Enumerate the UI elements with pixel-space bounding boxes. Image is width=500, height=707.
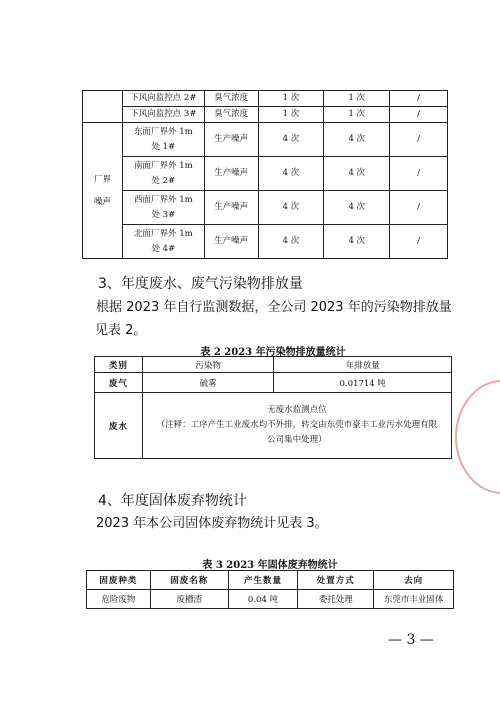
note-line: 公司集中处理） (267, 435, 327, 445)
column-header: 固废种类 (87, 571, 151, 590)
table-3-caption: 表 3 2023 年固体废弃物统计 (202, 560, 338, 571)
monitor-frequency: 4 次 (258, 225, 324, 259)
table-row (83, 107, 448, 123)
table-row (83, 191, 448, 225)
monitor-point: 下风向监控点 3# (122, 107, 204, 123)
company-seal-stamp (455, 380, 500, 494)
paragraph-line: 见表 2。 (95, 323, 147, 338)
column-header: 处置方式 (298, 571, 374, 590)
category-cell: 废水 (95, 393, 143, 459)
note-line: 无废水监测点位 (267, 405, 327, 415)
column-header: 固废名称 (150, 571, 228, 590)
page-number: — 3 — (388, 632, 434, 648)
wastewater-note-cell (142, 393, 451, 459)
column-header: 类别 (95, 357, 143, 373)
monitor-item: 臭气浓度 (204, 107, 258, 123)
table-row (83, 123, 448, 157)
note-line: （注释：工序产生工业废水均不外排，转交由东莞市豪丰工业污水处理有限 (156, 420, 438, 430)
monitor-frequency: 1 次 (258, 91, 324, 107)
table-header-row (87, 571, 454, 590)
monitor-point: 东面厂界外 1m 处 1# (122, 123, 204, 157)
table-row (83, 91, 448, 107)
emission-table (94, 356, 452, 459)
monitor-point: 下风向监控点 2# (122, 91, 204, 107)
monitor-frequency: 4 次 (258, 123, 324, 157)
column-header: 污染物 (142, 357, 274, 373)
monitor-note: / (390, 123, 448, 157)
monitor-item: 生产噪声 (204, 225, 258, 259)
table-2-caption: 表 2 2023 年污染物排放量统计 (200, 347, 346, 358)
monitor-note: / (390, 157, 448, 191)
column-header: 年排放量 (274, 357, 452, 373)
monitor-item: 生产噪声 (204, 123, 258, 157)
monitor-frequency-actual: 4 次 (324, 225, 390, 259)
section-4-paragraph: 2023 年本公司固体废弃物统计见表 3。 (96, 516, 328, 531)
monitor-frequency-actual: 4 次 (324, 191, 390, 225)
monitor-note: / (390, 107, 448, 123)
table-cell: 废槽渣 (150, 590, 228, 609)
table-row (83, 225, 448, 259)
section-3-paragraph (96, 296, 452, 342)
table-cell: 危险废物 (87, 590, 151, 609)
monitor-point: 西面厂界外 1m 处 3# (122, 191, 204, 225)
table-row (95, 373, 452, 393)
monitor-frequency-actual: 4 次 (324, 157, 390, 191)
table-cell: 0.04 吨 (228, 590, 298, 609)
column-header: 去向 (374, 571, 454, 590)
table-header-row (95, 357, 452, 373)
amount-cell: 0.01714 吨 (274, 373, 452, 393)
monitor-frequency-actual: 4 次 (324, 123, 390, 157)
table-row (95, 393, 452, 459)
pollutant-cell: 硫雾 (142, 373, 274, 393)
noise-group-label: 厂界噪声 (83, 123, 123, 259)
monitoring-table (82, 90, 448, 259)
monitor-frequency-actual: 1 次 (324, 91, 390, 107)
paragraph-line: 根据 2023 年自行监测数据，全公司 2023 年的污染物排放量 (96, 300, 452, 315)
monitor-frequency: 1 次 (258, 107, 324, 123)
monitor-frequency: 4 次 (258, 191, 324, 225)
monitor-note: / (390, 225, 448, 259)
section-4-heading: 4、年度固体废弃物统计 (98, 493, 247, 509)
monitor-note: / (390, 91, 448, 107)
monitor-item: 臭气浓度 (204, 91, 258, 107)
monitor-note: / (390, 191, 448, 225)
monitor-point: 北面厂界外 1m 处 4# (122, 225, 204, 259)
monitor-item: 生产噪声 (204, 157, 258, 191)
section-3-heading: 3、年度废水、废气污染物排放量 (98, 276, 303, 292)
table-cell: 委托处理 (298, 590, 374, 609)
monitor-frequency-actual: 1 次 (324, 107, 390, 123)
category-cell: 废气 (95, 373, 143, 393)
monitor-item: 生产噪声 (204, 191, 258, 225)
monitor-frequency: 4 次 (258, 157, 324, 191)
monitor-point: 南面厂界外 1m 处 2# (122, 157, 204, 191)
solid-waste-table (86, 570, 454, 609)
column-header: 产生数量 (228, 571, 298, 590)
table-row (87, 590, 454, 609)
table-cell: 东莞市丰业固体 (374, 590, 454, 609)
table-row (83, 157, 448, 191)
